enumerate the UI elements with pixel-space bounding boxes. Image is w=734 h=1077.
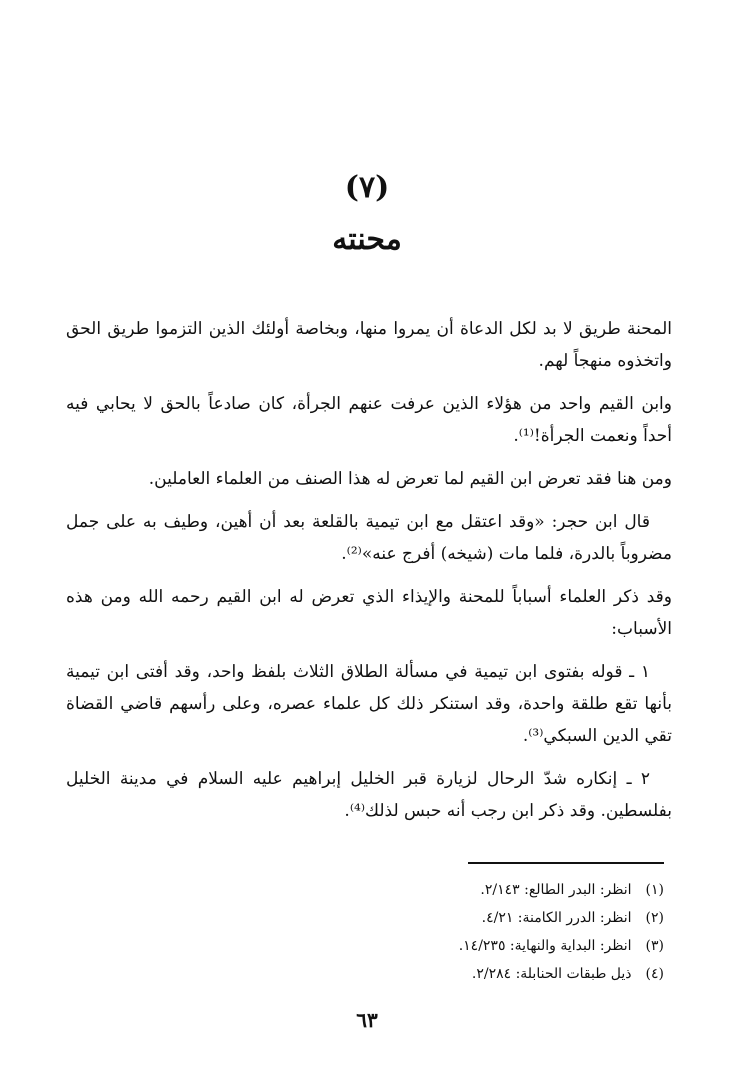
footnote bbox=[64, 904, 664, 932]
footnote-number: (١) bbox=[645, 882, 664, 898]
paragraph: وقد ذكر العلماء أسباباً للمحنة والإيذاء الذي تعرض له ابن القيم رحمه الله ومن هذه الأسباب: bbox=[66, 587, 672, 639]
paragraph: المحنة طريق لا بد لكل الدعاة أن يمروا منها، وبخاصة أولئك الذين التزموا طريق الحق واتخذوه منهجاً لهم. bbox=[66, 319, 672, 371]
paragraph: وابن القيم واحد من هؤلاء الذين عرفت عنهم الجرأة، كان صادعاً بالحق لا يحابي فيه أحداً ونعمت الجرأة!⁽¹⁾. bbox=[66, 394, 672, 446]
footnote bbox=[64, 960, 664, 988]
footnote-divider bbox=[468, 862, 664, 864]
paragraph: ٢ ـ إنكاره شدّ الرحال لزيارة قبر الخليل إبراهيم عليه السلام في مدينة الخليل بفلسطين. وقد ذكر ابن رجب أنه حبس لذلك⁽⁴⁾. bbox=[66, 769, 672, 821]
footnotes bbox=[64, 876, 664, 988]
footnote-text: انظر: الدرر الكامنة: ٤/٢١. bbox=[481, 910, 632, 926]
footnote-number: (٤) bbox=[645, 966, 664, 982]
chapter-title: محنته bbox=[332, 222, 402, 257]
footnote-number: (٣) bbox=[645, 938, 664, 954]
footnote-text: انظر: البدر الطالع: ٢/١٤٣. bbox=[480, 882, 632, 898]
footnote bbox=[64, 932, 664, 960]
footnote bbox=[64, 876, 664, 904]
footnote-text: ذيل طبقات الحنابلة: ٢/٢٨٤. bbox=[471, 966, 632, 982]
footnote-text: انظر: البداية والنهاية: ١٤/٢٣٥. bbox=[458, 938, 632, 954]
page-number: ٦٣ bbox=[356, 1008, 378, 1032]
paragraph: ومن هنا فقد تعرض ابن القيم لما تعرض له هذا الصنف من العلماء العاملين. bbox=[148, 469, 672, 489]
paragraph: قال ابن حجر: «وقد اعتقل مع ابن تيمية بالقلعة بعد أن أهين، وطيف به على جمل مضروباً بالدرة، فلما مات (شيخه) أفرج عنه»⁽²⁾. bbox=[66, 512, 672, 564]
paragraph: ١ ـ قوله بفتوى ابن تيمية في مسألة الطلاق الثلاث بلفظ واحد، وقد أفتى ابن تيمية بأنها تقع طلقة واحدة، وقد استنكر ذلك كل علماء عصره، وعلى رأسهم قاضي القضاة تقي الدين السبكي⁽³⁾. bbox=[66, 662, 672, 746]
footnote-number: (٢) bbox=[645, 910, 664, 926]
chapter-number: (٧) bbox=[344, 170, 390, 205]
body-text bbox=[66, 313, 672, 838]
